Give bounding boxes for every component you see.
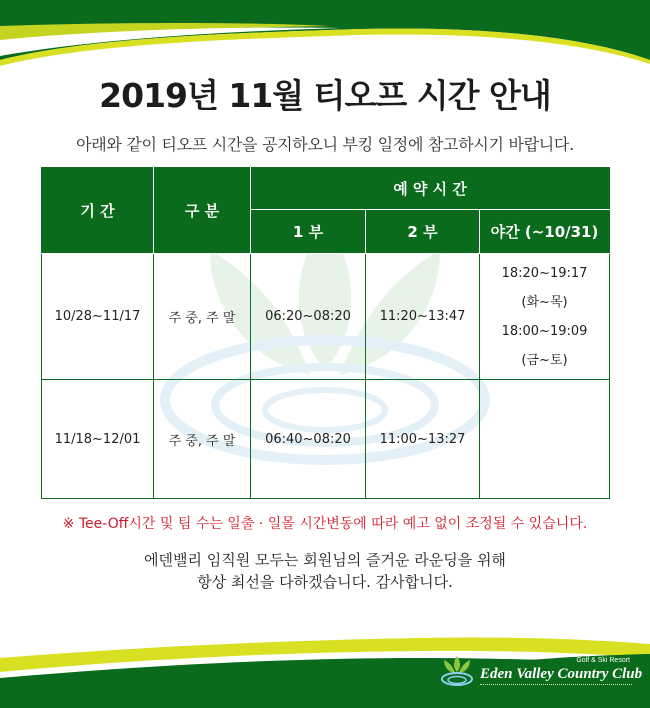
header-period: 기 간 — [42, 168, 154, 254]
cell-night-empty — [480, 380, 610, 499]
closing-line-1: 에덴밸리 임직원 모두는 회원님의 즐거운 라운딩을 위해 — [144, 551, 506, 569]
closing-line-2: 항상 최선을 다하겠습니다. 감사합니다. — [197, 573, 453, 591]
eden-valley-logo — [438, 654, 643, 694]
header-night: 야간 (~10/31) — [480, 210, 610, 254]
cell-part1: 06:40~08:20 — [251, 380, 366, 499]
night-time-weekday: 18:20~19:17 — [501, 265, 588, 281]
cell-part2: 11:00~13:27 — [366, 380, 480, 499]
header-category: 구 분 — [154, 168, 251, 254]
table-row — [42, 254, 610, 380]
logo-name: Eden Valley Country Club — [480, 666, 643, 682]
night-days-weekend: (금~토) — [521, 352, 568, 368]
night-days-weekday: (화~목) — [521, 294, 568, 310]
cell-category: 주 중, 주 말 — [154, 380, 251, 499]
night-time-weekend: 18:00~19:09 — [501, 323, 588, 339]
header-reserve-time: 예 약 시 간 — [251, 168, 610, 210]
cell-part1: 06:20~08:20 — [251, 254, 366, 380]
top-green-banner — [0, 0, 650, 70]
eden-valley-emblem-icon — [438, 654, 476, 690]
header-part2: 2 부 — [366, 210, 480, 254]
logo-tagline: Golf & Ski Resort — [576, 657, 630, 664]
notice-text: ※ Tee-Off시간 및 팀 수는 일출 · 일몰 시간변동에 따라 예고 없이 조정될 수 있습니다. — [62, 516, 588, 532]
cell-period: 10/28~11/17 — [42, 254, 154, 380]
tee-off-schedule-table — [41, 167, 610, 499]
cell-category: 주 중, 주 말 — [154, 254, 251, 380]
cell-period: 11/18~12/01 — [42, 380, 154, 499]
cell-night — [480, 254, 610, 380]
header-part1: 1 부 — [251, 210, 366, 254]
page-subtitle: 아래와 같이 티오프 시간을 공지하오니 부킹 일정에 참고하시기 바랍니다. — [76, 135, 574, 154]
cell-part2: 11:20~13:47 — [366, 254, 480, 380]
logo-divider — [480, 684, 632, 685]
page-title: 2019년 11월 티오프 시간 안내 — [99, 76, 551, 115]
table-row — [42, 380, 610, 499]
closing-message — [0, 549, 650, 593]
